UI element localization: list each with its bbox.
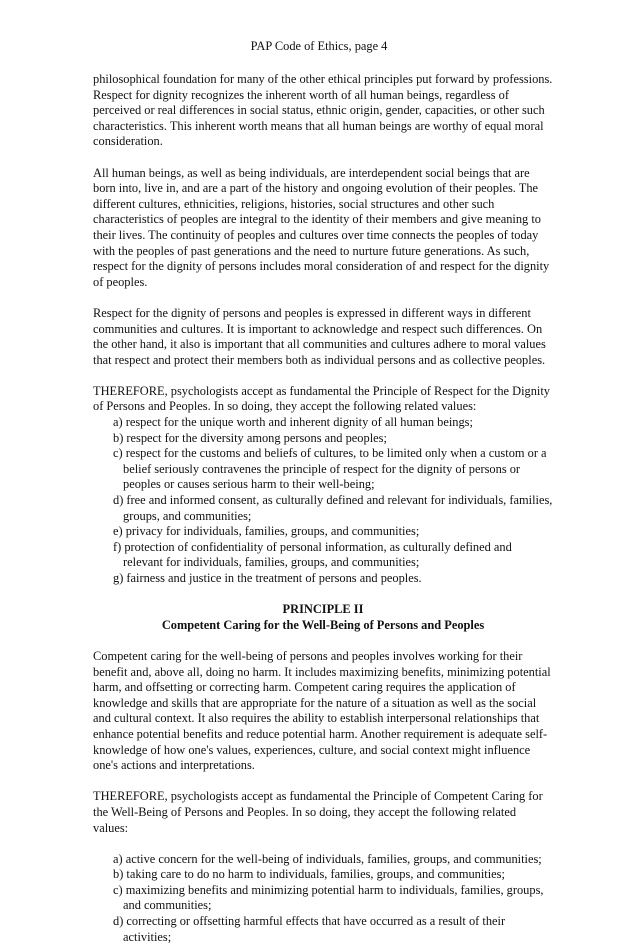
paragraph-dignity-foundation: philosophical foundation for many of the other ethical principles put forward by professions. Respect for dignity recognizes the inherent worth of all human beings, regardless of perceived or real differences in social status, ethnic origin, gender, capacities, or other such characteristics. This inherent worth means that all human beings are worthy of equal moral consideration. <box>93 72 553 149</box>
value-item: c) maximizing benefits and minimizing potential harm to individuals, families, groups, and communities; <box>113 882 544 913</box>
paragraph-cultural-respect: Respect for the dignity of persons and peoples is expressed in different ways in different communities and cultures. It is important to acknowledge and respect such differences. On the other hand, it also is important that all communities and cultures adhere to moral values that respect and protect their members both as individual persons and as collective peoples. <box>93 305 546 367</box>
value-item: c) respect for the customs and beliefs of cultures, to be limited only when a custom or a belief seriously contravenes the principle of respect for the dignity of persons or peoples or causes serious harm to their well-being; <box>113 446 547 492</box>
principle2-heading <box>93 602 553 633</box>
principle2-number: PRINCIPLE II <box>282 602 364 617</box>
principle1-therefore: THEREFORE, psychologists accept as fundamental the Principle of Respect for the Dignity of Persons and Peoples. In so doing, they accept the following related values: <box>93 383 550 414</box>
value-item: d) correcting or offsetting harmful effects that have occurred as a result of their activities; <box>113 914 506 944</box>
principle2-title: Competent Caring for the Well-Being of Persons and Peoples <box>161 617 485 632</box>
value-item: b) taking care to do no harm to individuals, families, groups, and communities; <box>113 867 505 882</box>
value-item: a) respect for the unique worth and inherent dignity of all human beings; <box>113 415 473 430</box>
principle2-description: Competent caring for the well-being of persons and peoples involves working for their benefit and, above all, doing no harm. It includes maximizing benefits, minimizing potential harm, and offsetting or correcting harm. Competent caring requires the application of knowledge and skills that are appropriate for the nature of a situation as well as the social and cultural context. It also requires the ability to establish interpersonal relationships that enhance potential benefits and reduce potential harm. Another requirement is adequate self-knowledge of how one's values, experiences, culture, and social context might influence one's actions and interpretations. <box>93 648 551 773</box>
paragraph-social-beings: All human beings, as well as being individuals, are interdependent social beings that are born into, live in, and are a part of the history and ongoing evolution of their peoples. The different cultures, ethnicities, religions, histories, social structures and other such characteristics of peoples are integral to the identity of their members and give meaning to their lives. The continuity of peoples and cultures over time connects the peoples of today with the peoples of past generations and the need to nurture future generations. As such, respect for the dignity of persons includes moral consideration of and respect for the dignity of peoples. <box>93 165 550 289</box>
value-item: e) privacy for individuals, families, groups, and communities; <box>113 524 420 539</box>
principle2-therefore: THEREFORE, psychologists accept as fundamental the Principle of Competent Caring for the Well-Being of Persons and Peoples. In so doing, they accept the following related values: <box>93 789 543 835</box>
value-item: f) protection of confidentiality of personal information, as culturally defined and relevant for individuals, families, groups, and communities; <box>113 539 512 570</box>
value-item: b) respect for the diversity among persons and peoples; <box>113 430 387 445</box>
value-item: d) free and informed consent, as culturally defined and relevant for individuals, families, groups, and communities; <box>113 493 553 523</box>
principle1-values-list <box>93 415 553 587</box>
value-item: g) fairness and justice in the treatment of persons and peoples. <box>113 571 422 585</box>
value-item: a) active concern for the well-being of individuals, families, groups, and communities; <box>113 851 542 866</box>
principle2-values-list <box>93 852 553 945</box>
document-body <box>93 72 553 945</box>
page-header: PAP Code of Ethics, page 4 <box>250 39 388 53</box>
